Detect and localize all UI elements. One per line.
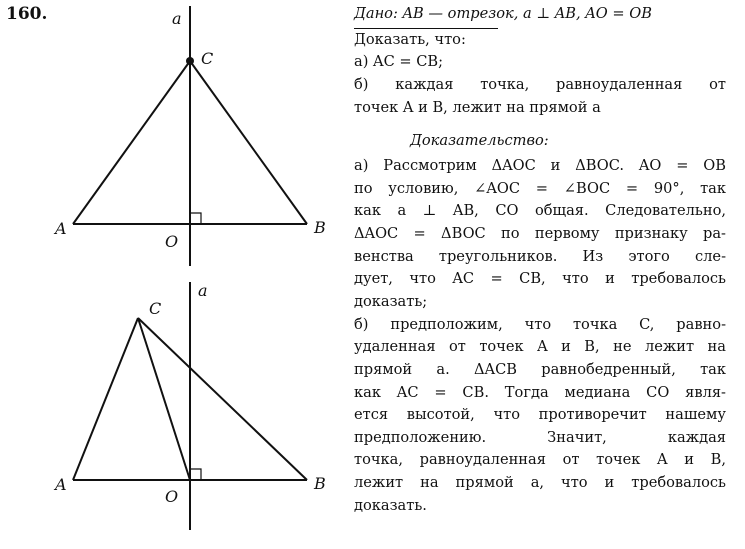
figure-bottom xyxy=(53,281,326,530)
figure-top xyxy=(53,6,326,266)
proof-line: как AC = CB. Тогда медиана CO явля- xyxy=(354,383,726,401)
proof-line: по условию, ∠AOC = ∠BOC = 90°, так xyxy=(354,179,726,197)
label-c-top: C xyxy=(201,49,214,68)
label-b-bottom: B xyxy=(314,474,326,493)
label-b-top: B xyxy=(314,218,326,237)
label-c-bottom: C xyxy=(149,299,162,318)
proof-line: прямой a. ΔACB равнобедренный, так xyxy=(354,360,726,378)
proof-title: Доказательство: xyxy=(410,132,549,150)
label-o-top: O xyxy=(165,232,179,251)
proof-line: дует, что AC = CB, что и требовалось xyxy=(354,270,726,288)
label-o-bottom: O xyxy=(165,487,179,506)
proof-line: удаленная от точек A и B, не лежит на xyxy=(354,338,726,356)
segment-bc-top xyxy=(190,61,307,224)
proof-line: а) Рассмотрим ΔAOC и ΔBOC. AO = OB xyxy=(354,156,726,174)
proof-line: доказать; xyxy=(354,292,428,310)
prove-heading: Доказать, что: xyxy=(354,30,466,48)
label-line-a-bottom: a xyxy=(198,281,208,300)
prove-part-a: а) AC = CB; xyxy=(354,53,444,71)
proof-line: ΔAOC = ΔBOC по первому признаку ра- xyxy=(354,224,726,242)
figures xyxy=(0,0,350,549)
proof-line: как a ⊥ AB, CO общая. Следовательно, xyxy=(354,202,726,220)
label-a-top: A xyxy=(55,219,67,238)
label-a-bottom: A xyxy=(55,475,67,494)
proof-line: предположению. Значит, каждая xyxy=(354,428,726,446)
proof-line: б) предположим, что точка C, равно- xyxy=(354,315,726,333)
proof-line: доказать. xyxy=(354,496,427,514)
proof-body xyxy=(354,155,726,518)
right-angle-mark-bottom xyxy=(190,469,201,480)
given-statement: Дано: AB — отрезок, a ⊥ AB, AO = OB xyxy=(354,5,652,22)
proof-line: венства треугольников. Из этого сле- xyxy=(354,247,726,265)
prove-part-b xyxy=(354,74,726,119)
prove-part-b-line: точек A и B, лежит на прямой a xyxy=(354,98,601,116)
segment-ac-top xyxy=(73,61,190,224)
label-line-a-top: a xyxy=(172,9,182,28)
right-angle-mark-top xyxy=(190,213,201,224)
proof-line: лежит на прямой a, что и требовалось xyxy=(354,474,726,492)
prove-part-b-line: б) каждая точка, равноудаленная от xyxy=(354,75,726,93)
problem-number: 160. xyxy=(6,4,48,24)
segment-ac-bottom xyxy=(73,318,138,480)
proof-line: ется высотой, что противоречит нашему xyxy=(354,406,726,424)
point-c-top xyxy=(186,57,194,65)
proof-line: точка, равноудаленная от точек A и B, xyxy=(354,451,726,469)
solution-text xyxy=(354,3,726,517)
